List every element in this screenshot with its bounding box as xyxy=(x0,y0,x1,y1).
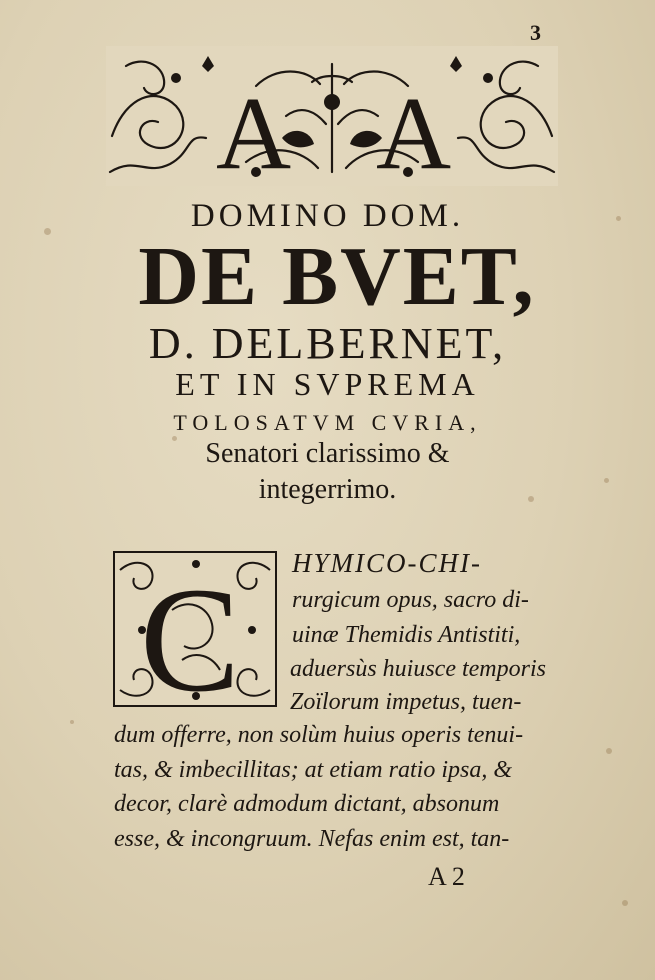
body-line-2: rurgicum opus, sacro di- xyxy=(292,587,529,613)
signature-mark: A 2 xyxy=(428,862,465,891)
body-line-8: decor, clarè admodum dictant, absonum xyxy=(114,791,500,817)
dedication-name: DE BVET, xyxy=(138,230,536,323)
ornamental-headpiece xyxy=(106,46,558,186)
dedication-line-3: D. DELBERNET, xyxy=(148,319,507,368)
body-line-7: tas, & imbecillitas; at etiam ratio ipsa, & xyxy=(114,757,512,783)
decorated-initial xyxy=(112,550,278,708)
dedication-line-1: DOMINO DOM. xyxy=(190,198,465,234)
headpiece-letter-right: A xyxy=(376,76,452,186)
dedication-line-5: TOLOSATVM CVRIA, xyxy=(173,410,482,435)
headpiece-letter-left: A xyxy=(216,76,292,186)
body-line-6: dum offerre, non solùm huius operis tenui- xyxy=(114,722,524,748)
page-number: 3 xyxy=(530,20,541,45)
dedication-line-4: ET IN SVPREMA xyxy=(175,366,480,402)
dedication-line-6: Senatori clarissimo & xyxy=(205,438,450,469)
body-line-1: HYMICO-CHI- xyxy=(292,548,482,578)
initial-letter-c: C xyxy=(140,557,241,708)
body-line-9: esse, & incongruum. Nefas enim est, tan- xyxy=(114,826,510,852)
dedication-line-7: integerrimo. xyxy=(258,474,397,505)
body-line-5: Zoïlorum impetus, tuen- xyxy=(290,689,522,715)
body-line-3: uinæ Themidis Antistiti, xyxy=(292,622,521,648)
body-line-4: aduersùs huiusce temporis xyxy=(290,656,546,682)
